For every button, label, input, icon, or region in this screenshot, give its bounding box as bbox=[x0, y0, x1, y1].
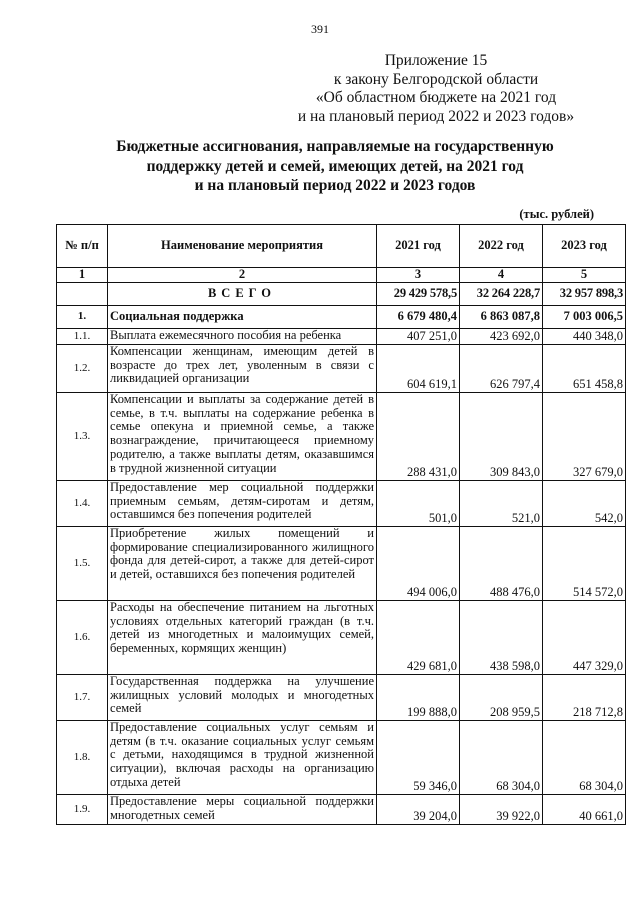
table-row bbox=[57, 601, 626, 675]
row-2022: 488 476,0 bbox=[460, 527, 543, 601]
column-index: 4 bbox=[460, 268, 543, 283]
document-title bbox=[90, 137, 580, 196]
row-2022: 438 598,0 bbox=[460, 601, 543, 675]
appendix-line-1: Приложение 15 bbox=[384, 52, 488, 69]
table-header-row bbox=[57, 225, 626, 268]
row-2021: 59 346,0 bbox=[377, 721, 460, 795]
row-name: Компенсации и выплаты за содержание детей в семье, в т.ч. выплаты на содержание ребенка в семье опекуна и приемной семье, а также вознаграждение, причитающееся приемному родителю, а также выплаты детям, оказавшимся в трудной жизненной ситуации bbox=[108, 393, 377, 481]
row-2022: 208 959,5 bbox=[460, 675, 543, 721]
row-num: 1.6. bbox=[57, 601, 108, 675]
row-2022: 309 843,0 bbox=[460, 393, 543, 481]
row-num: 1.3. bbox=[57, 393, 108, 481]
row-name: Предоставление меры социальной поддержки многодетных семей bbox=[108, 795, 377, 825]
table-row bbox=[57, 393, 626, 481]
row-num: 1.2. bbox=[57, 345, 108, 393]
column-index: 1 bbox=[57, 268, 108, 283]
row-2023: 327 679,0 bbox=[543, 393, 626, 481]
total-2022: 32 264 228,7 bbox=[460, 283, 543, 306]
row-num: 1.4. bbox=[57, 481, 108, 527]
row-2022: 39 922,0 bbox=[460, 795, 543, 825]
row-2022: 521,0 bbox=[460, 481, 543, 527]
row-2022: 423 692,0 bbox=[460, 329, 543, 345]
page-number: 391 bbox=[311, 22, 329, 36]
table-row bbox=[57, 675, 626, 721]
title-line-1: Бюджетные ассигнования, направляемые на государственную bbox=[116, 138, 554, 155]
row-name: Государственная поддержка на улучшение жилищных условий молодых и многодетных семей bbox=[108, 675, 377, 721]
row-2022: 68 304,0 bbox=[460, 721, 543, 795]
row-name: Предоставление мер социальной поддержки приемным семьям, детям-сиротам и детям, оставшимся без попечения родителей bbox=[108, 481, 377, 527]
row-2023: 440 348,0 bbox=[543, 329, 626, 345]
units-label: (тыс. рублей) bbox=[519, 207, 594, 221]
header-num: № п/п bbox=[57, 225, 108, 268]
row-2023: 68 304,0 bbox=[543, 721, 626, 795]
row-2023: 542,0 bbox=[543, 481, 626, 527]
budget-table bbox=[56, 224, 626, 825]
row-name: Предоставление социальных услуг семьям и детям (в т.ч. оказание социальных услуг семьям с детьми, находящимся в трудной жизненной ситуации), включая расходы на организацию отдыха детей bbox=[108, 721, 377, 795]
row-2023: 7 003 006,5 bbox=[543, 306, 626, 329]
row-2023: 40 661,0 bbox=[543, 795, 626, 825]
total-row bbox=[57, 283, 626, 306]
appendix-line-3: «Об областном бюджете на 2021 год bbox=[315, 89, 557, 106]
row-num: 1.9. bbox=[57, 795, 108, 825]
total-2021: 29 429 578,5 bbox=[377, 283, 460, 306]
column-index: 3 bbox=[377, 268, 460, 283]
total-num-cell bbox=[57, 283, 108, 306]
table-row bbox=[57, 345, 626, 393]
table-row bbox=[57, 329, 626, 345]
row-2021: 288 431,0 bbox=[377, 393, 460, 481]
total-2023: 32 957 898,3 bbox=[543, 283, 626, 306]
row-num: 1.7. bbox=[57, 675, 108, 721]
row-2022: 6 863 087,8 bbox=[460, 306, 543, 329]
row-2021: 199 888,0 bbox=[377, 675, 460, 721]
header-2022: 2022 год bbox=[460, 225, 543, 268]
total-label: ВСЕГО bbox=[108, 283, 377, 306]
appendix-line-4: и на плановый период 2022 и 2023 годов» bbox=[297, 107, 575, 125]
row-2023: 651 458,8 bbox=[543, 345, 626, 393]
row-num: 1.8. bbox=[57, 721, 108, 795]
title-line-3: и на плановый период 2022 и 2023 годов bbox=[194, 177, 476, 194]
row-2021: 429 681,0 bbox=[377, 601, 460, 675]
column-index: 2 bbox=[108, 268, 377, 283]
row-num: 1.5. bbox=[57, 527, 108, 601]
row-name: Выплата ежемесячного пособия на ребенка bbox=[108, 329, 377, 345]
appendix-line-2: к закону Белгородской области bbox=[333, 70, 539, 88]
row-2023: 447 329,0 bbox=[543, 601, 626, 675]
row-2021: 407 251,0 bbox=[377, 329, 460, 345]
row-2022: 626 797,4 bbox=[460, 345, 543, 393]
table-row-section bbox=[57, 306, 626, 329]
row-num: 1. bbox=[57, 306, 108, 329]
column-index: 5 bbox=[543, 268, 626, 283]
row-2021: 501,0 bbox=[377, 481, 460, 527]
row-name: Компенсации женщинам, имеющим детей в возрасте до трех лет, уволенным в связи с ликвидацией организации bbox=[108, 345, 377, 393]
row-name: Социальная поддержка bbox=[108, 306, 377, 329]
row-name: Расходы на обеспечение питанием на льготных условиях отдельных категорий граждан (в т.ч. детей из многодетных и малоимущих семей, беременных, кормящих женщин) bbox=[108, 601, 377, 675]
table-row bbox=[57, 481, 626, 527]
header-2023: 2023 год bbox=[543, 225, 626, 268]
row-2023: 218 712,8 bbox=[543, 675, 626, 721]
row-num: 1.1. bbox=[57, 329, 108, 345]
row-2021: 6 679 480,4 bbox=[377, 306, 460, 329]
table-row bbox=[57, 795, 626, 825]
title-line-2: поддержку детей и семей, имеющих детей, на 2021 год bbox=[146, 157, 524, 175]
column-index-row bbox=[57, 268, 626, 283]
row-2023: 514 572,0 bbox=[543, 527, 626, 601]
table-row bbox=[57, 527, 626, 601]
appendix-header bbox=[276, 52, 596, 126]
row-2021: 604 619,1 bbox=[377, 345, 460, 393]
table-row bbox=[57, 721, 626, 795]
header-2021: 2021 год bbox=[377, 225, 460, 268]
header-name: Наименование мероприятия bbox=[108, 225, 377, 268]
row-2021: 39 204,0 bbox=[377, 795, 460, 825]
row-2021: 494 006,0 bbox=[377, 527, 460, 601]
row-name: Приобретение жилых помещений и формирование специализированного жилищного фонда для детей-сирот, а также для детей-сирот и детей, оставшихся без попечения родителей bbox=[108, 527, 377, 601]
